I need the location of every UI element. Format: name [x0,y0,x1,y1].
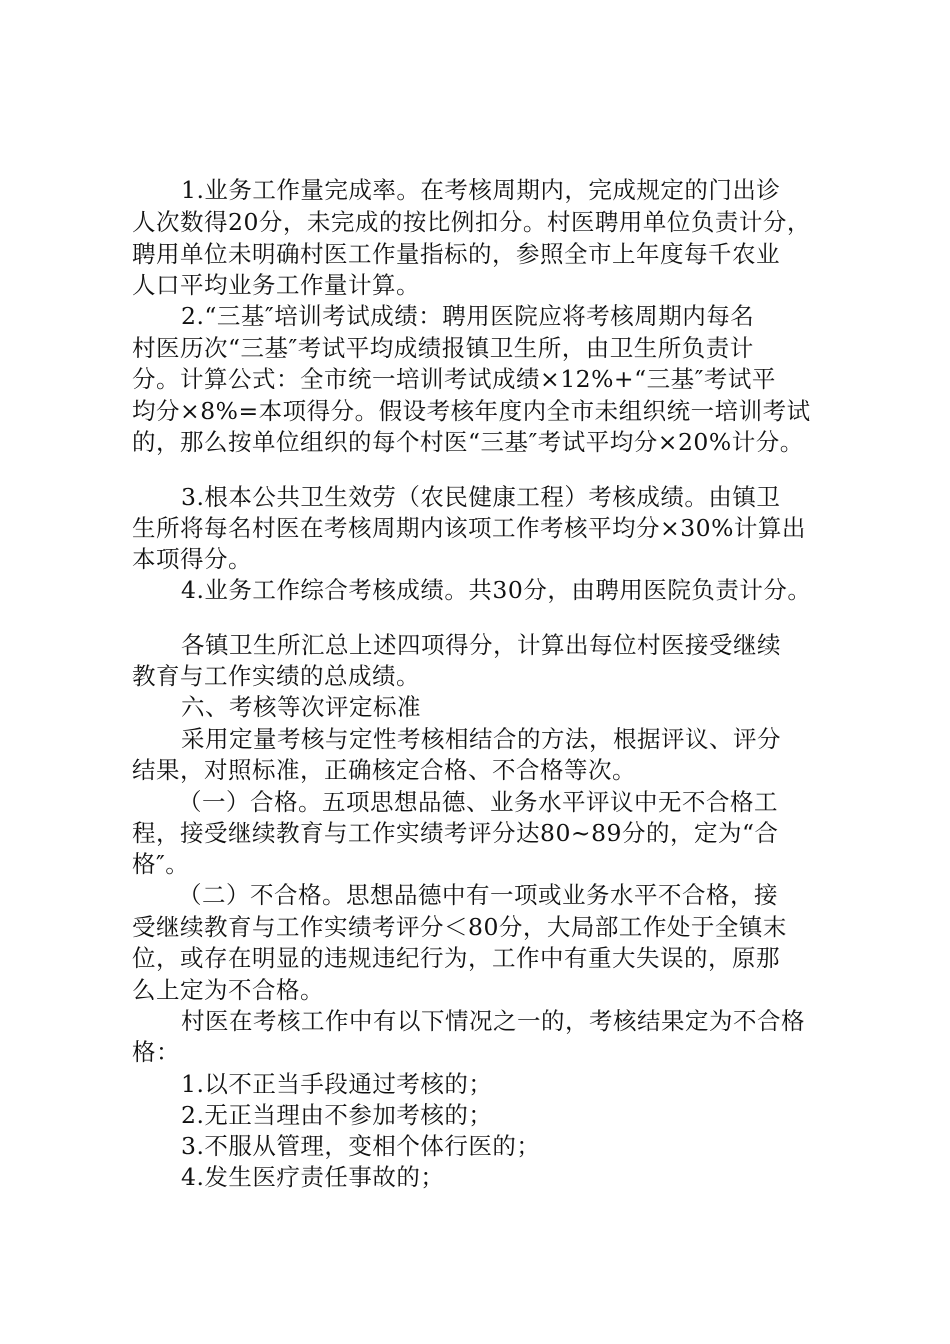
paragraph-line: 结果，对照标准，正确核定合格、不合格等次。 [132,756,636,784]
paragraph-line: 教育与工作实绩的总成绩。 [132,662,420,690]
paragraph-line: 村医历次“三基″考试平均成绩报镇卫生所，由卫生所负责计 [132,334,754,362]
paragraph-line: 4.业务工作综合考核成绩。共30分，由聘用医院负责计分。 [181,576,812,604]
paragraph-line: 生所将每名村医在考核周期内该项工作考核平均分×30%计算出 [132,514,806,542]
list-item: 2.无正当理由不参加考核的； [181,1101,493,1129]
paragraph-line: 1.业务工作量完成率。在考核周期内，完成规定的门出诊 [181,176,781,204]
paragraph-line: 2.“三基″培训考试成绩：聘用医院应将考核周期内每名 [181,302,755,330]
list-item: 4.发生医疗责任事故的； [181,1163,445,1191]
paragraph-line: 均分×8%=本项得分。假设考核年度内全市未组织统一培训考试 [132,397,811,425]
paragraph-line: 村医在考核工作中有以下情况之一的，考核结果定为不合格 [181,1007,805,1035]
paragraph-line: 各镇卫生所汇总上述四项得分，计算出每位村医接受继续 [181,631,781,659]
paragraph-line: 本项得分。 [132,545,252,573]
paragraph-line: （二）不合格。思想品德中有一项或业务水平不合格，接 [178,881,778,909]
paragraph-line: 程，接受继续教育与工作实绩考评分达80~89分的，定为“合 [132,819,779,847]
list-item: 1.以不正当手段通过考核的； [181,1070,493,1098]
paragraph-line: 采用定量考核与定性考核相结合的方法，根据评议、评分 [181,725,781,753]
paragraph-line: 分。计算公式：全市统一培训考试成绩×12%+“三基″考试平 [132,365,776,393]
paragraph-line: 人口平均业务工作量计算。 [132,271,420,299]
paragraph-line: 聘用单位未明确村医工作量指标的，参照全市上年度每千农业 [132,240,780,268]
paragraph-line: （一）合格。五项思想品德、业务水平评议中无不合格工 [178,788,778,816]
paragraph-line: 么上定为不合格。 [132,976,324,1004]
paragraph-line: 的，那么按单位组织的每个村医“三基″考试平均分×20%计分。 [132,428,804,456]
paragraph-line: 格： [132,1038,180,1066]
list-item: 3.不服从管理，变相个体行医的； [181,1132,541,1160]
paragraph-line: 格″。 [132,850,190,878]
paragraph-line: 3.根本公共卫生效劳（农民健康工程）考核成绩。由镇卫 [181,483,781,511]
section-heading: 六、考核等次评定标准 [181,693,421,721]
paragraph-line: 受继续教育与工作实绩考评分＜80分，大局部工作处于全镇末 [132,913,787,941]
paragraph-line: 位，或存在明显的违规违纪行为，工作中有重大失误的，原那 [132,944,780,972]
paragraph-line: 人次数得20分，未完成的按比例扣分。村医聘用单位负责计分， [132,208,811,236]
